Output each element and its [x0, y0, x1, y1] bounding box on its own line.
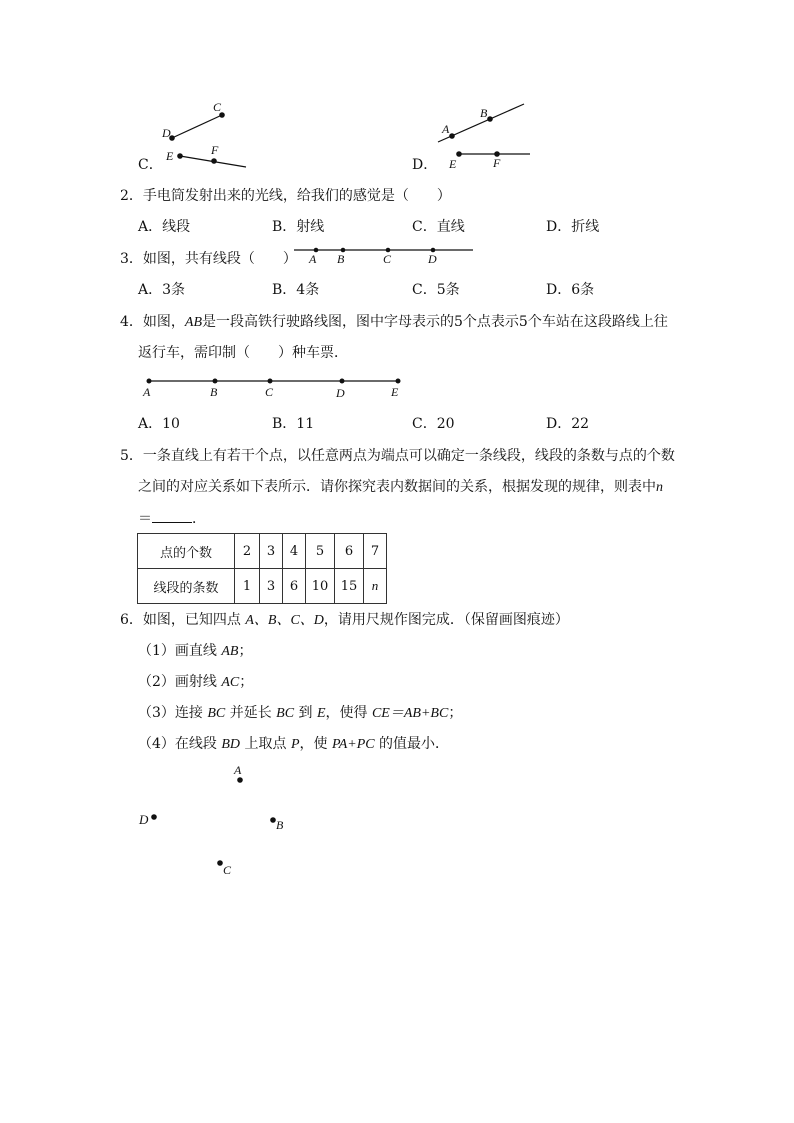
- q4-text: 是一段高铁行驶路线图，图中字母表示的5个点表示5个车站在这段路线上往: [202, 314, 668, 330]
- q4-var-ab: AB: [184, 315, 203, 330]
- label-a: A: [234, 763, 242, 777]
- q2-option-a: A．线段: [138, 219, 191, 235]
- row-header: 线段的条数: [138, 569, 235, 604]
- q6-var: P: [290, 737, 300, 752]
- point-d: [151, 814, 157, 820]
- table-cell: 15: [335, 569, 364, 604]
- label-e: E: [166, 149, 174, 163]
- q4-option-a: A．10: [138, 416, 180, 432]
- station-e: [396, 379, 401, 384]
- q6-var: CE＝AB+BC: [371, 706, 449, 721]
- q6-stem: [120, 610, 569, 631]
- label-b: B: [337, 252, 345, 266]
- q6-text: ；: [448, 705, 463, 721]
- q3-option-b: B．4条: [272, 282, 320, 298]
- q5-text: 之间的对应关系如下表所示．请你探究表内数据间的关系，根据发现的规律，则表中: [138, 479, 656, 495]
- q1-figure-c: [150, 98, 260, 173]
- q3-figure: [290, 242, 480, 267]
- q5-stem-line3: [138, 508, 206, 529]
- q4-text: 4．如图，: [120, 314, 185, 330]
- q6-text: ，请用尺规作图完成．（保留画图痕迹）: [323, 612, 569, 628]
- q2-option-d: D．折线: [546, 219, 600, 235]
- q4-route-figure: [140, 373, 410, 403]
- point-e: [456, 151, 462, 157]
- label-c: C: [383, 252, 392, 266]
- table-cell: 7: [364, 534, 387, 569]
- q1-option-d-label: D．: [412, 157, 438, 173]
- answer-blank[interactable]: [152, 508, 192, 523]
- q6-step-3: [138, 703, 462, 724]
- q2-stem: 2．手电筒发射出来的光线，给我们的感觉是（ ）: [120, 188, 451, 204]
- q6-text: 并延长: [225, 705, 277, 721]
- q6-text: ，使得: [325, 705, 372, 721]
- table-cell: 5: [306, 534, 335, 569]
- q4-option-b: B．11: [272, 416, 315, 432]
- q6-text: （1）画直线: [138, 643, 222, 659]
- label-f: F: [493, 156, 501, 170]
- table-cell: 3: [260, 569, 283, 604]
- point-a: [449, 133, 455, 139]
- q6-text: ；: [238, 643, 253, 659]
- q4-stem-line1: [120, 312, 668, 333]
- table-cell: 10: [306, 569, 335, 604]
- table-row: [138, 569, 387, 604]
- q5-var-n: n: [656, 480, 663, 495]
- q5-text: ＝: [138, 511, 152, 527]
- point-e: [177, 153, 183, 159]
- q6-var: BD: [221, 737, 241, 752]
- q3-option-c: C．5条: [412, 282, 460, 298]
- q6-text: 到: [294, 705, 317, 721]
- q5-data-table: [137, 533, 387, 604]
- label-c: C: [265, 385, 274, 399]
- q6-text: ；: [239, 674, 254, 690]
- q3-option-d: D．6条: [546, 282, 595, 298]
- label-c: C: [213, 100, 222, 114]
- label-d: D: [336, 386, 345, 400]
- station-b: [213, 379, 218, 384]
- table-cell: 2: [235, 534, 260, 569]
- q6-var: E: [316, 706, 326, 721]
- label-b: B: [480, 106, 488, 120]
- q6-var: BC: [276, 706, 295, 721]
- station-c: [268, 379, 273, 384]
- q2-option-b: B．射线: [272, 219, 325, 235]
- q6-text: （3）连接: [138, 705, 208, 721]
- q6-text: ，使: [299, 736, 332, 752]
- q6-text: （4）在线段: [138, 736, 222, 752]
- table-row: [138, 534, 387, 569]
- point-c: [217, 860, 223, 866]
- q2-option-c: C．直线: [412, 219, 465, 235]
- table-cell: 1: [235, 569, 260, 604]
- label-a: A: [143, 385, 151, 399]
- label-a: A: [442, 122, 450, 136]
- q3-option-a: A．3条: [138, 282, 186, 298]
- q5-text: ．: [192, 511, 206, 527]
- q6-step-4: [138, 734, 449, 755]
- table-cell: 6: [335, 534, 364, 569]
- label-c: C: [223, 863, 232, 877]
- label-e: E: [449, 157, 457, 171]
- point-f: [211, 158, 217, 164]
- label-d: D: [139, 812, 149, 827]
- q6-text: 的值最小．: [374, 736, 450, 752]
- q6-var: PA+PC: [331, 737, 375, 752]
- table-cell: 6: [283, 569, 306, 604]
- q6-vars: A、B、C、D: [245, 613, 324, 628]
- table-cell: 4: [283, 534, 306, 569]
- q6-step-2: [138, 672, 253, 693]
- label-e: E: [391, 385, 399, 399]
- q1-figure-d: [430, 98, 540, 173]
- table-cell: n: [364, 569, 387, 604]
- q3-stem: 3．如图，共有线段（ ）: [120, 251, 297, 267]
- q6-text: （2）画射线: [138, 674, 222, 690]
- q6-step-1: [138, 641, 252, 662]
- label-d: D: [162, 126, 171, 140]
- label-b: B: [210, 385, 218, 399]
- table-cell: 3: [260, 534, 283, 569]
- q6-var: AC: [221, 675, 240, 690]
- q5-stem-line2: [138, 477, 663, 498]
- row-header: 点的个数: [138, 534, 235, 569]
- q6-var: AB: [221, 644, 239, 659]
- q4-option-c: C．20: [412, 416, 455, 432]
- q6-var: BC: [207, 706, 226, 721]
- label-d: D: [428, 252, 437, 266]
- q4-stem-line2: 返行车，需印制（ ）种车票．: [138, 345, 348, 361]
- label-f: F: [211, 143, 219, 157]
- segment-dc: [172, 115, 222, 138]
- q4-option-d: D．22: [546, 416, 590, 432]
- point-a: [237, 777, 243, 783]
- q6-points-figure: [130, 760, 310, 885]
- q1-option-c-label: C．: [138, 157, 163, 173]
- q6-text: 6．如图，已知四点: [120, 612, 246, 628]
- q5-stem-line1: 5．一条直线上有若干个点，以任意两点为端点可以确定一条线段，线段的条数与点的个数: [120, 448, 675, 464]
- point-b: [270, 817, 276, 823]
- label-b: B: [276, 818, 284, 832]
- point-b: [487, 116, 493, 122]
- q6-text: 上取点: [240, 736, 291, 752]
- label-a: A: [309, 252, 317, 266]
- station-d: [340, 379, 345, 384]
- station-a: [147, 379, 152, 384]
